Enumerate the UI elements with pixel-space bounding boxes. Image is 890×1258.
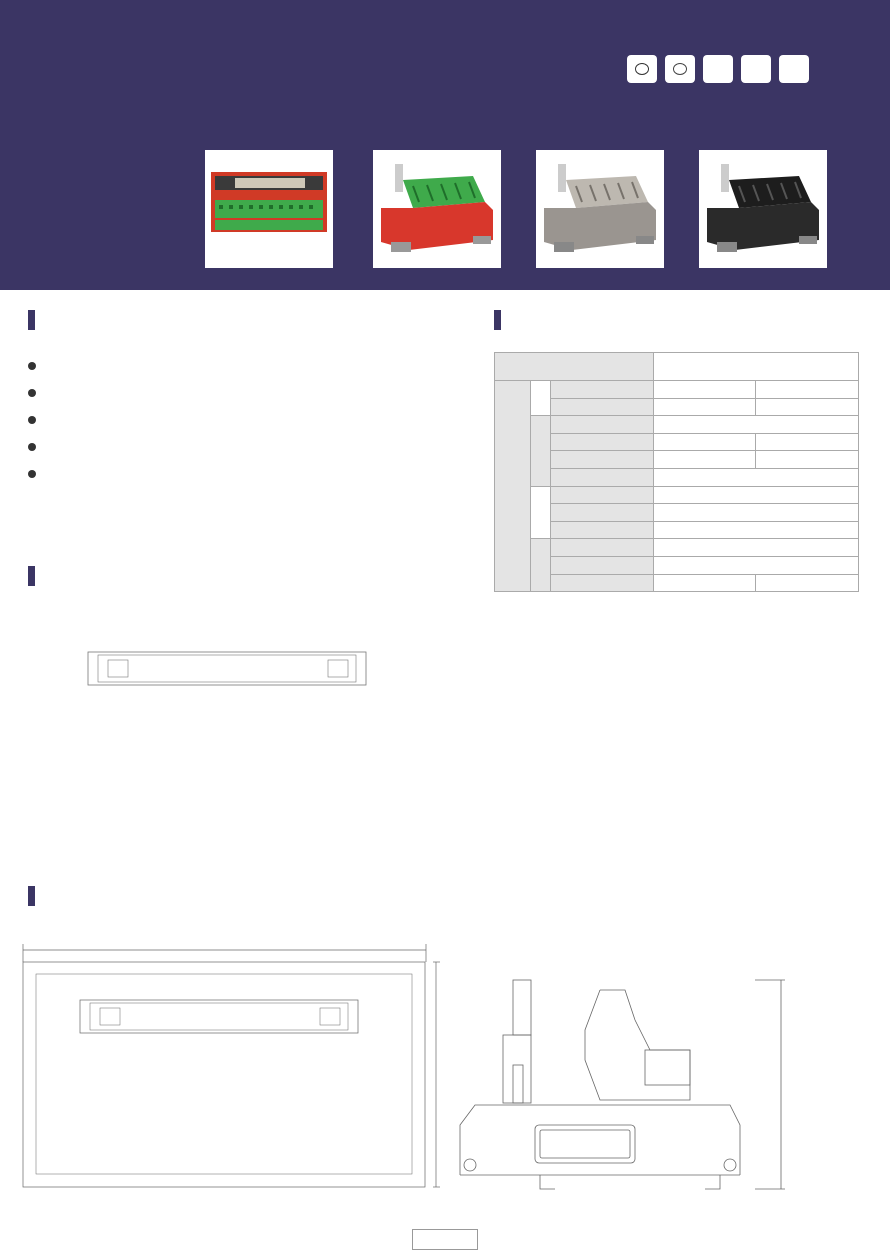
idc-connector-outline — [88, 652, 366, 685]
param-value — [756, 451, 859, 469]
param-label — [551, 539, 654, 557]
param-value — [653, 381, 756, 399]
param-label — [551, 574, 654, 592]
rohs-icon — [673, 63, 687, 75]
iec-label — [531, 416, 551, 486]
patent-badge — [627, 55, 657, 83]
param-value — [653, 574, 756, 592]
param-value — [653, 504, 858, 522]
rohs-badge — [665, 55, 695, 83]
header-banner — [0, 0, 890, 290]
connector-latch-right — [328, 660, 348, 677]
param-label — [551, 486, 654, 504]
param-value — [653, 539, 858, 557]
bullet-icon — [28, 470, 36, 478]
heading-bar — [28, 566, 35, 586]
signal-badge — [779, 55, 809, 83]
param-value — [756, 381, 859, 399]
param-label — [551, 381, 654, 399]
screw-lock-badge — [741, 55, 771, 83]
page-number — [412, 1229, 478, 1250]
param-label — [551, 451, 654, 469]
connection-heading — [28, 566, 59, 586]
bullet-icon — [28, 362, 36, 370]
front-dimension-drawing — [18, 932, 443, 1194]
param-value — [653, 556, 858, 574]
param-value — [653, 451, 756, 469]
spec-group-label — [495, 381, 531, 592]
param-label — [551, 398, 654, 416]
ul-label — [531, 381, 551, 416]
param-value — [756, 398, 859, 416]
param-value — [756, 574, 859, 592]
other-info-label — [531, 539, 551, 592]
feature-item — [28, 379, 42, 406]
param-value — [756, 433, 859, 451]
heading-bar — [494, 310, 501, 330]
bullet-icon — [28, 389, 36, 397]
feature-item — [28, 406, 42, 433]
product-photo-black — [699, 150, 827, 268]
features-list — [28, 352, 42, 487]
param-label — [551, 416, 654, 434]
param-label — [551, 504, 654, 522]
side-dimension-drawing — [455, 975, 790, 1195]
product-photo-red — [373, 150, 501, 268]
product-photo-grey — [536, 150, 664, 268]
connection-diagram — [50, 640, 420, 815]
feature-item — [28, 460, 42, 487]
param-label — [551, 556, 654, 574]
heading-bar — [28, 886, 35, 906]
bullet-icon — [28, 416, 36, 424]
param-label — [551, 468, 654, 486]
param-value — [653, 398, 756, 416]
param-value — [653, 433, 756, 451]
product-photo-top-view — [205, 150, 333, 268]
rated-voltage-value — [653, 353, 858, 381]
electrical-heading — [494, 310, 525, 330]
param-label — [551, 433, 654, 451]
feature-item — [28, 433, 42, 460]
param-value — [653, 486, 858, 504]
param-value — [653, 416, 858, 434]
rated-voltage-label — [495, 353, 654, 381]
features-heading — [28, 310, 59, 330]
certification-badges — [627, 55, 809, 83]
param-value — [653, 468, 858, 486]
heading-bar — [28, 310, 35, 330]
bullet-icon — [28, 443, 36, 451]
press-pin-badge — [703, 55, 733, 83]
material-label — [531, 486, 551, 539]
param-value — [653, 521, 858, 539]
patent-icon — [635, 63, 649, 75]
product-caption — [205, 268, 331, 290]
feature-item — [28, 352, 42, 379]
dimension-heading — [28, 886, 59, 906]
electrical-parameter-table — [494, 352, 859, 592]
param-label — [551, 521, 654, 539]
connector-latch-left — [108, 660, 128, 677]
idc-connector-inner — [98, 655, 356, 682]
